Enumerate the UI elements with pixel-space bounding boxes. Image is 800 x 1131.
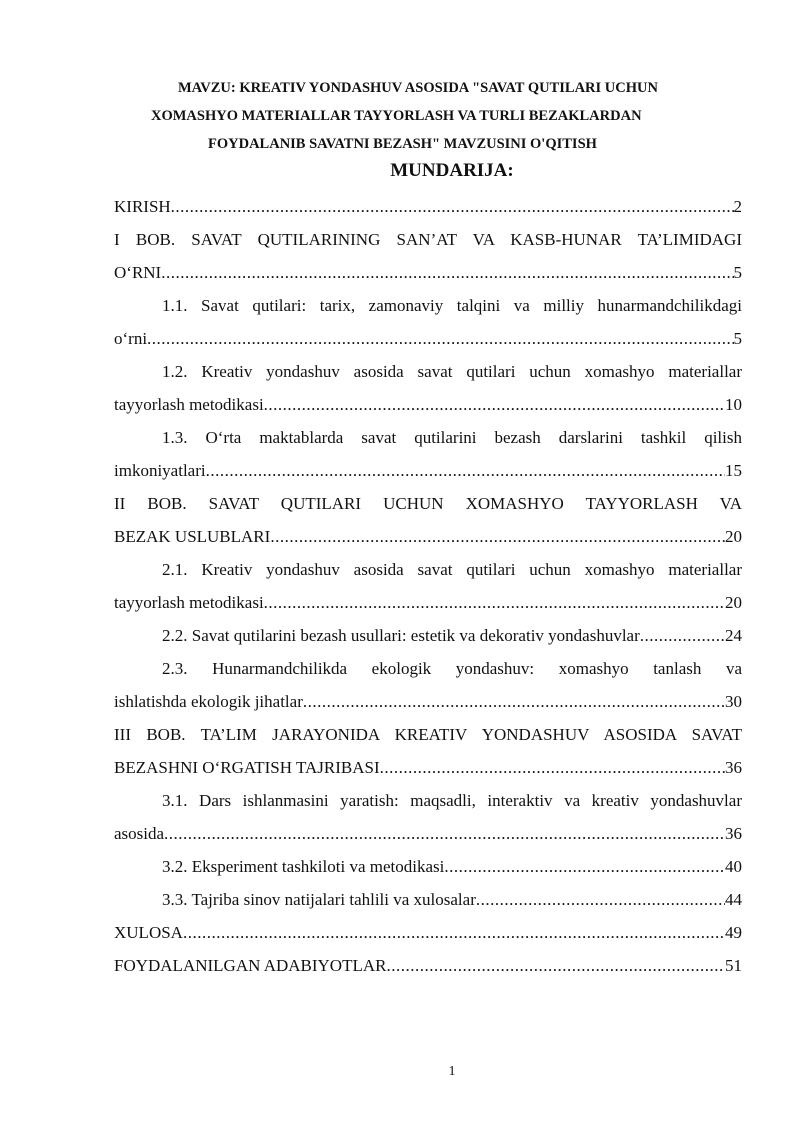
toc-entry — [114, 619, 742, 652]
toc-entry-leader-line — [114, 817, 742, 850]
toc-entry-title-line: I BOB. SAVAT QUTILARINING SAN’AT VA KASB-HUNAR TA’LIMIDAGI — [114, 230, 742, 249]
toc-entry-label: tayyorlash metodikasi — [114, 593, 264, 612]
toc-entry-leader-line — [114, 190, 742, 223]
toc-entry — [114, 553, 742, 619]
dot-leader — [444, 850, 725, 883]
toc-entry — [114, 916, 742, 949]
toc-page-number: 20 — [725, 593, 742, 612]
topic-line-3: FOYDALANIB SAVATNI BEZASH" MAVZUSINI O'QITISH — [208, 136, 597, 152]
toc-entry — [114, 355, 742, 421]
toc-entry-title-line: 2.1. Kreativ yondashuv asosida savat qutilari uchun xomashyo materiallar — [162, 560, 742, 579]
toc-entry-title-line: 1.1. Savat qutilari: tarix, zamonaviy talqini va milliy hunarmandchilikdagi — [162, 296, 742, 315]
toc-page-number: 44 — [725, 890, 742, 909]
dot-leader — [206, 454, 725, 487]
toc-entry — [114, 289, 742, 355]
toc-entry-title-line: 1.3. O‘rta maktablarda savat qutilarini bezash darslarini tashkil qilish — [162, 428, 742, 447]
toc-entry-label: FOYDALANILGAN ADABIYOTLAR — [114, 956, 387, 975]
page-number: 1 — [448, 1064, 456, 1079]
toc-entry-label: ishlatishda ekologik jihatlar — [114, 692, 303, 711]
toc-entry-label: asosida — [114, 824, 165, 843]
topic-title — [110, 74, 740, 158]
toc-entry-label: O‘RNI — [114, 263, 162, 282]
toc-page-number: 2 — [733, 197, 742, 216]
toc-page-number: 40 — [725, 857, 742, 876]
toc-entry-label: XULOSA — [114, 923, 183, 942]
toc-entry-leader-line — [114, 850, 742, 883]
toc-entry-leader-line — [114, 520, 742, 553]
toc-entry-leader-line — [114, 322, 742, 355]
topic-line-2: XOMASHYO MATERIALLAR TAYYORLASH VA TURLI BEZAKLARDAN — [151, 108, 642, 124]
toc-entry-leader-line — [114, 883, 742, 916]
toc-entry-leader-line — [114, 916, 742, 949]
toc-page-number: 49 — [725, 923, 742, 942]
topic-line-1: MAVZU: KREATIV YONDASHUV ASOSIDA "SAVAT QUTILARI UCHUN — [178, 80, 658, 96]
toc-entry-title-line: 3.1. Dars ishlanmasini yaratish: maqsadli, interaktiv va kreativ yondashuvlar — [162, 791, 742, 810]
toc-entry-label: BEZASHNI O‘RGATISH TAJRIBASI — [114, 758, 380, 777]
toc-entry — [114, 949, 742, 982]
toc-entry-title-line: 2.3. Hunarmandchilikda ekologik yondashuv: xomashyo tanlash va — [162, 659, 742, 678]
toc-entry-label: 3.3. Tajriba sinov natijalari tahlili va xulosalar — [162, 890, 476, 909]
toc-entry-leader-line — [114, 751, 742, 784]
toc-page-number: 24 — [725, 626, 742, 645]
toc-entry-label: imkoniyatlari — [114, 461, 206, 480]
toc-entry-leader-line — [114, 685, 742, 718]
toc-entry — [114, 883, 742, 916]
toc-entry-leader-line — [114, 619, 742, 652]
dot-leader — [264, 388, 725, 421]
toc-page-number: 36 — [725, 824, 742, 843]
toc-entry-label: BEZAK USLUBLARI — [114, 527, 271, 546]
toc-entry-title-line: II BOB. SAVAT QUTILARI UCHUN XOMASHYO TAYYORLASH VA — [114, 494, 742, 513]
toc-entry-leader-line — [114, 388, 742, 421]
toc-entry-leader-line — [114, 949, 742, 982]
dot-leader — [270, 520, 725, 553]
toc-page-number: 36 — [725, 758, 742, 777]
toc-entry-title-line: III BOB. TA’LIM JARAYONIDA KREATIV YONDASHUV ASOSIDA SAVAT — [114, 725, 742, 744]
dot-leader — [171, 190, 734, 223]
toc-entry-leader-line — [114, 586, 742, 619]
dot-leader — [264, 586, 725, 619]
dot-leader — [640, 619, 725, 652]
toc-page-number: 5 — [733, 263, 742, 282]
table-of-contents — [114, 190, 742, 982]
toc-page-number: 20 — [725, 527, 742, 546]
toc-entry — [114, 652, 742, 718]
toc-page-number: 5 — [733, 329, 742, 348]
dot-leader — [183, 916, 725, 949]
dot-leader — [164, 817, 725, 850]
toc-entry-label: KIRISH — [114, 197, 171, 216]
toc-entry — [114, 718, 742, 784]
toc-entry — [114, 784, 742, 850]
toc-entry — [114, 223, 742, 289]
dot-leader — [380, 751, 725, 784]
toc-entry-title-line: 1.2. Kreativ yondashuv asosida savat qutilari uchun xomashyo materiallar — [162, 362, 742, 381]
dot-leader — [161, 256, 733, 289]
dot-leader — [476, 883, 725, 916]
toc-entry — [114, 190, 742, 223]
toc-entry-label: o‘rni — [114, 329, 148, 348]
toc-entry — [114, 850, 742, 883]
toc-entry-leader-line — [114, 454, 742, 487]
dot-leader — [386, 949, 725, 982]
toc-page-number: 30 — [725, 692, 742, 711]
toc-page-number: 51 — [725, 956, 742, 975]
toc-entry-label: 3.2. Eksperiment tashkiloti va metodikasi — [162, 857, 445, 876]
dot-leader — [303, 685, 725, 718]
contents-heading: MUNDARIJA: — [390, 160, 514, 181]
toc-entry-label: 2.2. Savat qutilarini bezash usullari: estetik va dekorativ yondashuvlar — [162, 626, 640, 645]
dot-leader — [147, 322, 733, 355]
toc-entry — [114, 487, 742, 553]
toc-entry-leader-line — [114, 256, 742, 289]
toc-page-number: 10 — [725, 395, 742, 414]
toc-entry — [114, 421, 742, 487]
toc-entry-label: tayyorlash metodikasi — [114, 395, 264, 414]
toc-page-number: 15 — [725, 461, 742, 480]
